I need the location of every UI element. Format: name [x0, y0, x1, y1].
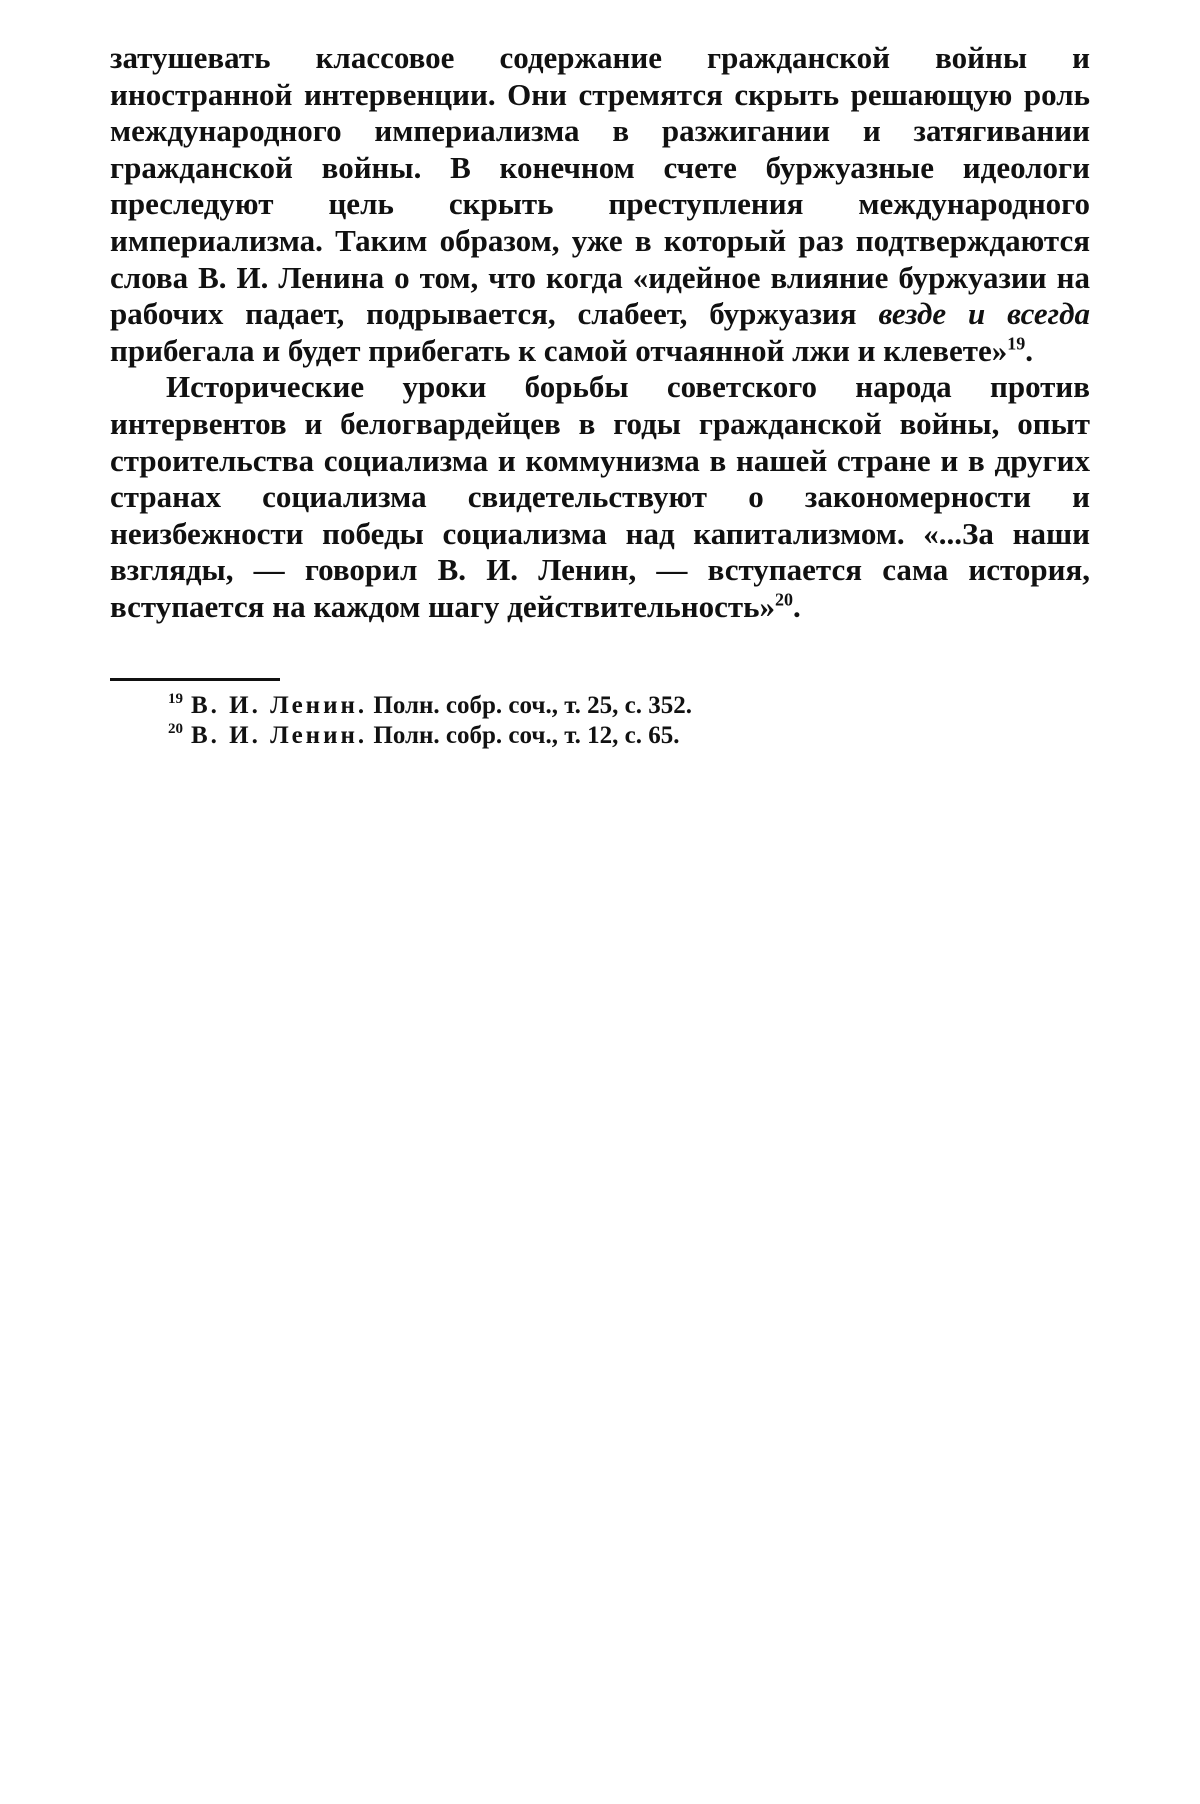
footnote-ref-20[interactable]: 20 — [775, 589, 794, 610]
paragraph-1-end: . — [1025, 332, 1033, 368]
paragraph-1-text-after: прибегала и будет прибегать к самой отчаянной лжи и клевете» — [110, 332, 1008, 368]
footnote-author: В. И. Ленин. — [191, 691, 368, 719]
paragraph-2-text: Исторические уроки борьбы советского народа против интервентов и белогвардейцев в годы гражданской войны, опыт строительства социализма и коммунизма в нашей стране и в других странах социализма свидетельствуют о закономерности и неизбежности победы социализма над капитализмом. «...За наши взгляды, — говорил В. И. Ленин, — вступается сама история, вступается на каждом шагу действительность» — [110, 369, 1090, 624]
paragraph-2-end: . — [793, 588, 801, 624]
footnote-20 — [168, 721, 1090, 751]
footnote-ref-19[interactable]: 19 — [1007, 333, 1026, 354]
footnote-divider — [110, 678, 280, 681]
paragraph-1 — [110, 40, 1090, 369]
footnote-source: Полн. собр. соч., т. 12, с. 65. — [373, 721, 680, 749]
document-page — [110, 40, 1090, 751]
footnote-source: Полн. собр. соч., т. 25, с. 352. — [373, 691, 692, 719]
paragraph-1-emphasis: везде и всегда — [878, 296, 1090, 332]
paragraph-1-text: затушевать классовое содержание гражданской войны и иностранной интервенции. Они стремятся скрыть решающую роль международного империализма в разжигании и затягивании гражданской войны. В конечном счете буржуазные идеологи преследуют цель скрыть преступления международного империализма. Таким образом, уже в который раз подтверждаются слова В. И. Ленина о том, что когда «идейное влияние буржуазии на рабочих падает, подрывается, слабеет, буржуазия — [110, 40, 1090, 332]
footnote-author: В. И. Ленин. — [191, 721, 368, 749]
paragraph-2 — [110, 369, 1090, 625]
footnote-number: 20 — [168, 721, 183, 738]
footnote-19 — [168, 691, 1090, 721]
footnote-number: 19 — [168, 691, 183, 708]
